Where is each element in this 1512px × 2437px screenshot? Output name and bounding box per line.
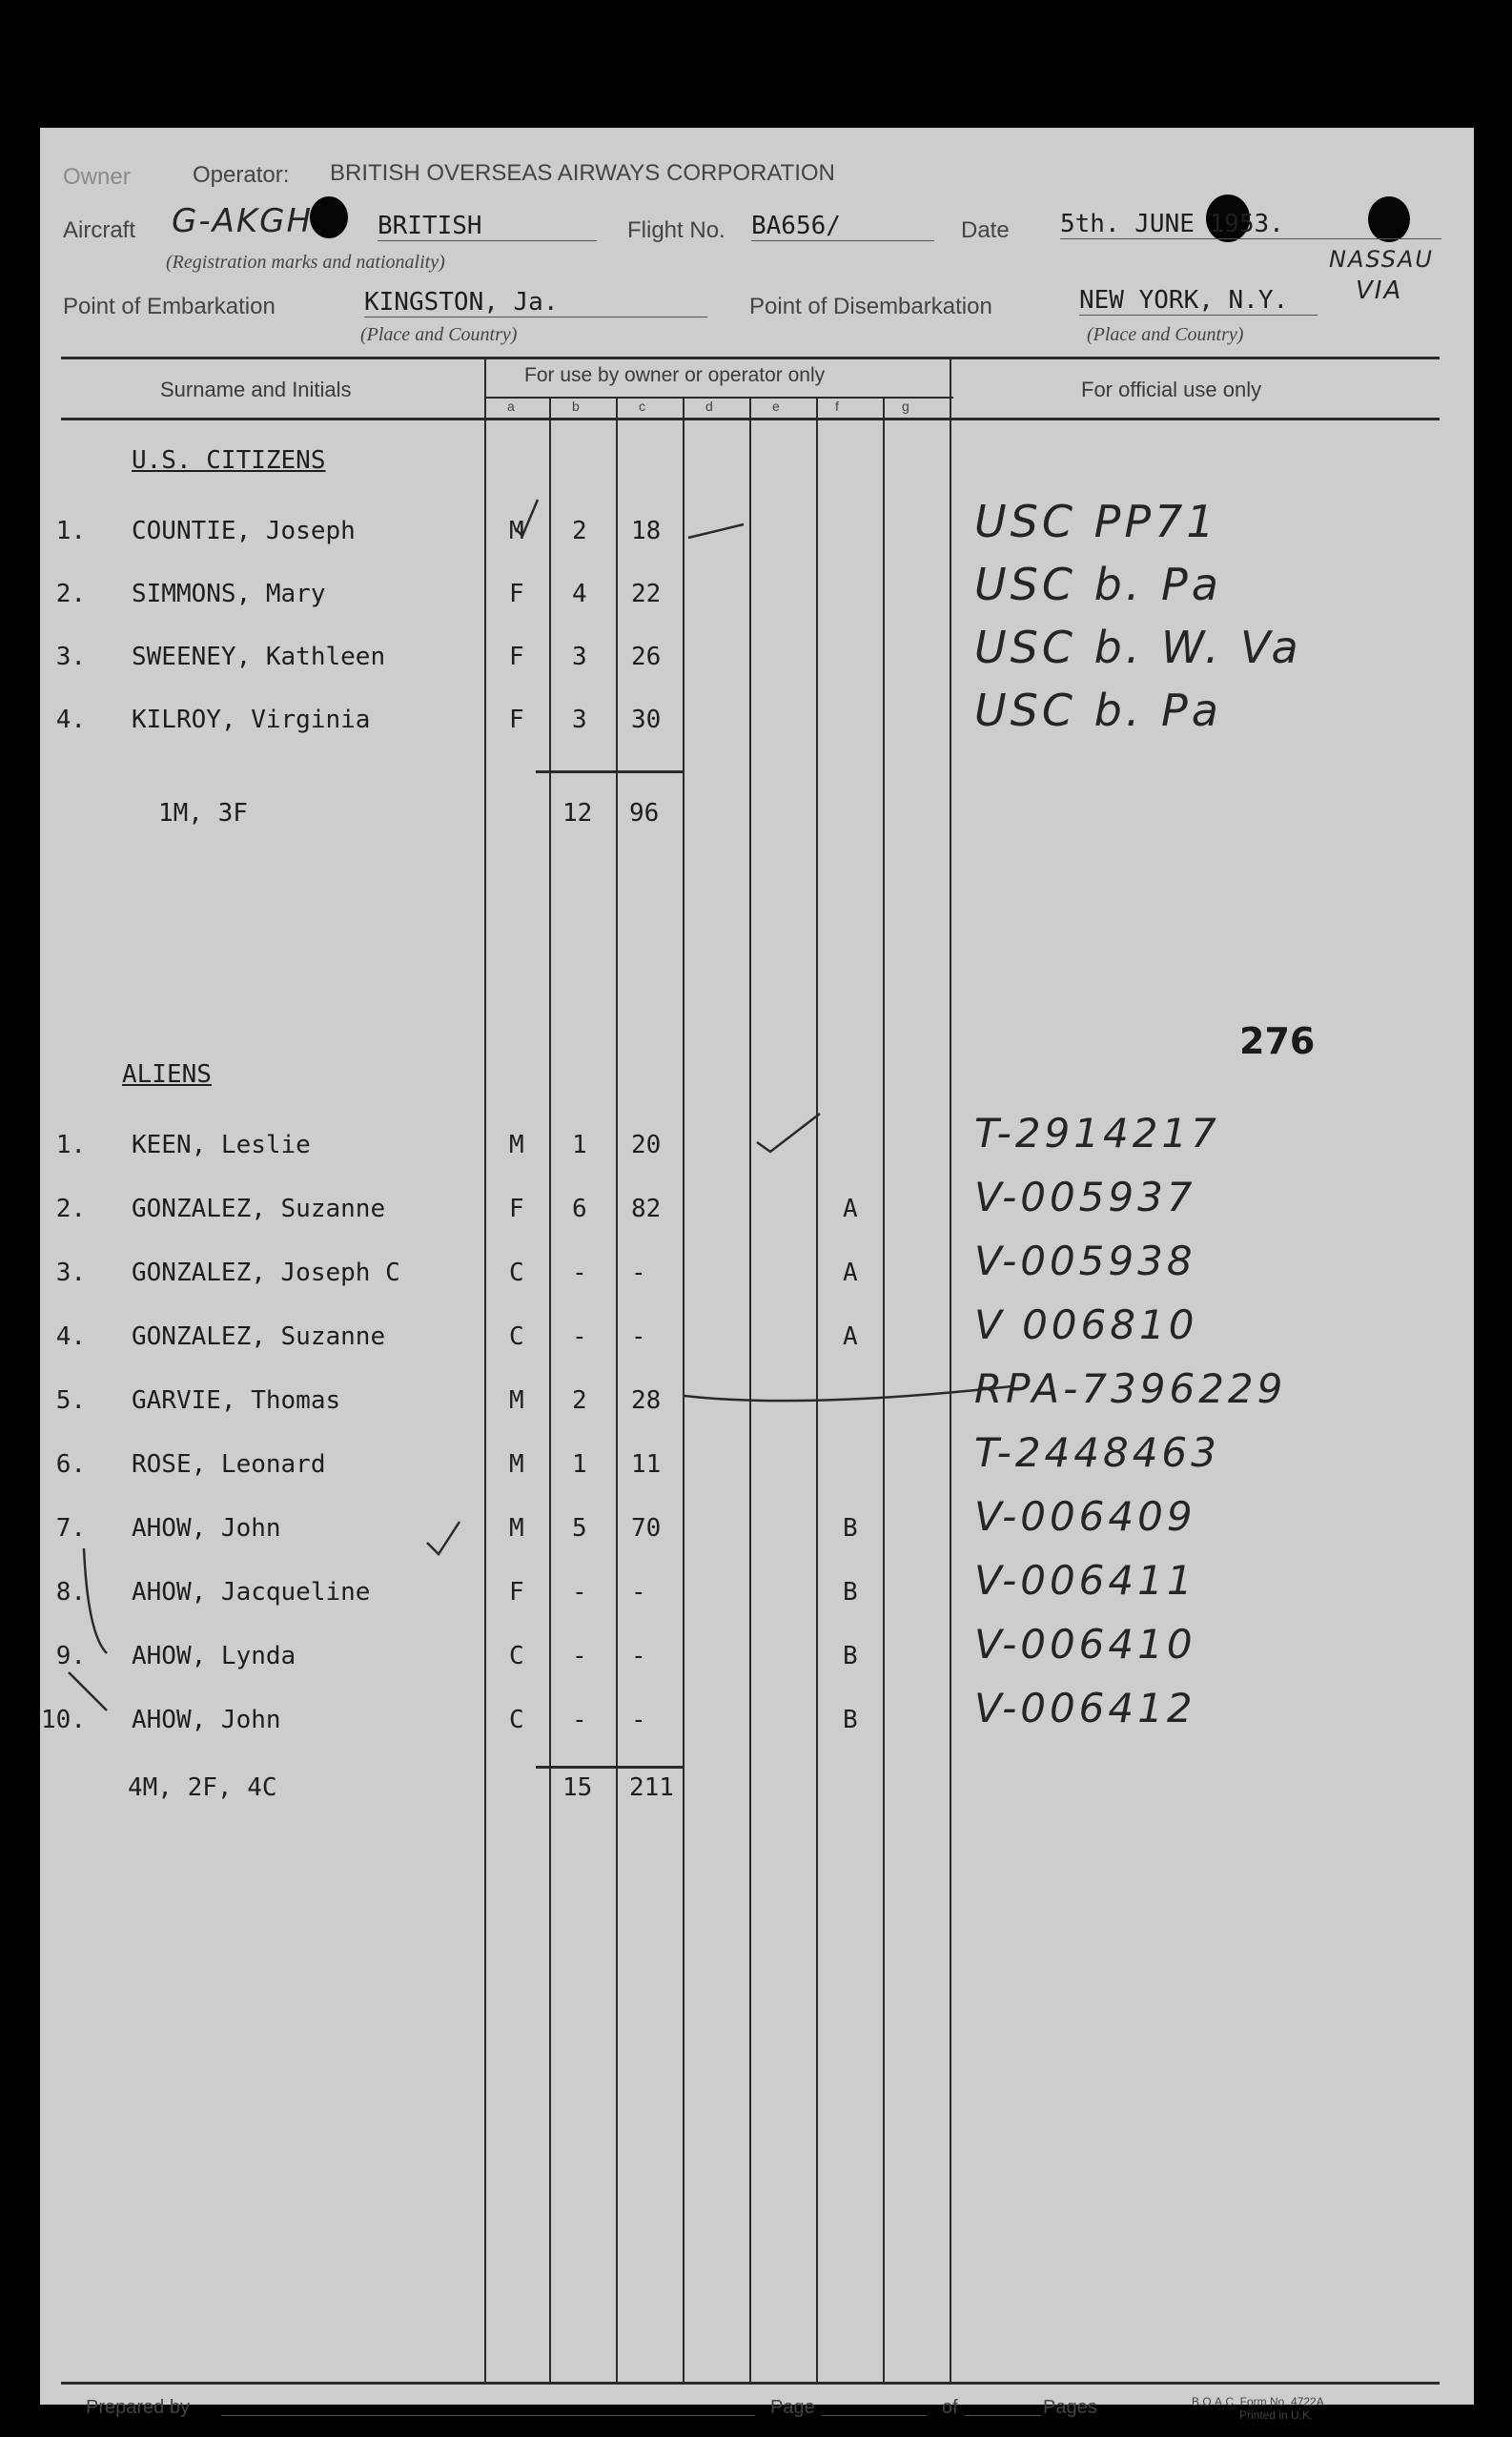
row-number: 3. [55, 1259, 86, 1287]
col-a-sex: M [509, 1514, 524, 1543]
operator-label: Operator: [193, 162, 290, 188]
manifest-sheet [40, 128, 1474, 2422]
col-c-value: 82 [631, 1195, 662, 1223]
col-b-value: - [572, 1706, 587, 1734]
col-c-value: 11 [631, 1450, 662, 1479]
row-number: 8. [55, 1578, 86, 1607]
col-a-sex: F [509, 1195, 524, 1223]
subcol-c: c [639, 399, 645, 414]
col-b-value: - [572, 1322, 587, 1351]
us-total-c: 96 [629, 799, 660, 828]
passenger-name: SWEENEY, Kathleen [132, 643, 386, 671]
col-c-value: - [631, 1259, 646, 1287]
official-use-header: For official use only [1081, 378, 1262, 401]
disembark-caption: (Place and Country) [1087, 324, 1244, 345]
row-number: 1. [55, 517, 86, 545]
official-note: USC b. W. Va [974, 622, 1302, 673]
row-number: 7. [55, 1514, 86, 1543]
passenger-name: ROSE, Leonard [132, 1450, 326, 1479]
col-c-value: 28 [631, 1386, 662, 1415]
official-note: USC PP71 [974, 496, 1218, 547]
tick-mark [515, 500, 538, 536]
passenger-name: AHOW, Lynda [132, 1642, 296, 1670]
col-a-sex: F [509, 580, 524, 608]
col-c-value: - [631, 1642, 646, 1670]
official-note: USC b. Pa [974, 685, 1222, 736]
official-note: V-005937 [974, 1174, 1196, 1220]
col-a-sex: M [509, 1450, 524, 1479]
col-b-value: 2 [572, 1386, 587, 1415]
passenger-name: GONZALEZ, Joseph C [132, 1259, 400, 1287]
aliens-title: ALIENS [122, 1060, 212, 1089]
via-note: VIA [1356, 276, 1403, 305]
row-number: 3. [55, 643, 86, 671]
stamp-number: 276 [1239, 1020, 1316, 1062]
official-note: V-006412 [974, 1685, 1196, 1731]
row-number: 4. [55, 1322, 86, 1351]
col-a-sex: C [509, 1259, 524, 1287]
embark-label: Point of Embarkation [63, 294, 276, 319]
official-note: V-006411 [974, 1557, 1196, 1604]
col-f-value: A [843, 1322, 858, 1351]
col-c-value: 22 [631, 580, 662, 608]
col-b-value: 1 [572, 1131, 587, 1159]
row-number: 9. [55, 1642, 86, 1670]
col-c-value: - [631, 1578, 646, 1607]
embark-caption: (Place and Country) [360, 324, 518, 345]
passenger-name: AHOW, John [132, 1514, 281, 1543]
connector-line [684, 1386, 1012, 1401]
owner-use-header: For use by owner or operator only [524, 364, 826, 386]
official-note: RPA-7396229 [974, 1365, 1287, 1412]
disembark-value: NEW YORK, N.Y. [1079, 286, 1318, 316]
alien-total-c: 211 [629, 1773, 674, 1802]
official-note: T-2914217 [974, 1110, 1220, 1157]
subcol-a: a [507, 399, 515, 414]
row-number: 2. [55, 1195, 86, 1223]
col-f-value: A [843, 1195, 858, 1223]
row-number: 1. [55, 1131, 86, 1159]
col-a-sex: C [509, 1322, 524, 1351]
col-a-sex: F [509, 643, 524, 671]
footer-rule [61, 2382, 1440, 2385]
nationality-value: BRITISH [378, 212, 597, 241]
official-note: V-005938 [974, 1238, 1196, 1284]
passenger-name: GONZALEZ, Suzanne [132, 1195, 386, 1223]
col-b-value: 3 [572, 643, 587, 671]
page-label: Page [770, 2397, 815, 2418]
us-citizens-title: U.S. CITIZENS [132, 446, 326, 475]
subcol-e: e [772, 399, 780, 414]
passenger-name: GARVIE, Thomas [132, 1386, 341, 1415]
passenger-name: GONZALEZ, Suzanne [132, 1322, 386, 1351]
alien-summary: 4M, 2F, 4C [128, 1773, 277, 1802]
operator-value: BRITISH OVERSEAS AIRWAYS CORPORATION [330, 160, 835, 186]
col-a-sex: M [509, 1131, 524, 1159]
official-note: USC b. Pa [974, 559, 1222, 610]
passenger-name: COUNTIE, Joseph [132, 517, 356, 545]
col-b-value: 4 [572, 580, 587, 608]
nassau-note: NASSAU [1329, 246, 1434, 273]
owner-label: Owner [63, 164, 131, 190]
col-a-sex: F [509, 706, 524, 734]
printed-in: Printed in U.K. [1239, 2408, 1314, 2422]
col-a-sex: C [509, 1706, 524, 1734]
tick-mark [757, 1114, 820, 1152]
subcol-d: d [705, 399, 713, 414]
passenger-name: AHOW, Jacqueline [132, 1578, 371, 1607]
passenger-name: SIMMONS, Mary [132, 580, 326, 608]
disembark-label: Point of Disembarkation [749, 294, 992, 319]
passenger-name: KILROY, Virginia [132, 706, 371, 734]
col-b-value: - [572, 1578, 587, 1607]
row-number: 2. [55, 580, 86, 608]
official-note: V-006410 [974, 1621, 1196, 1668]
subcol-f: f [835, 399, 839, 414]
col-a-sex: M [509, 517, 524, 545]
subcol-g: g [902, 399, 909, 414]
pen-marks [40, 128, 1474, 2405]
col-b-value: 5 [572, 1514, 587, 1543]
col-c-value: 26 [631, 643, 662, 671]
us-total-b: 12 [562, 799, 593, 828]
page-line [822, 2414, 927, 2416]
flight-value: BA656/ [751, 212, 934, 241]
surname-col-header: Surname and Initials [160, 378, 352, 401]
col-a-sex: C [509, 1642, 524, 1670]
col-a-sex: F [509, 1578, 524, 1607]
col-c-value: - [631, 1322, 646, 1351]
flight-label: Flight No. [627, 217, 725, 243]
form-number: B.O.A.C. Form No. 4722A [1192, 2395, 1324, 2408]
row-number: 6. [55, 1450, 86, 1479]
date-label: Date [961, 217, 1010, 243]
embark-value: KINGSTON, Ja. [364, 288, 707, 317]
alien-total-b: 15 [562, 1773, 593, 1802]
col-f-value: B [843, 1514, 858, 1543]
prepared-by-label: Prepared by [86, 2397, 190, 2418]
col-a-sex: M [509, 1386, 524, 1415]
col-c-value: 30 [631, 706, 662, 734]
registration-caption: (Registration marks and nationality) [166, 252, 445, 273]
row-number: 4. [55, 706, 86, 734]
official-note: V 006810 [974, 1301, 1198, 1348]
col-f-value: A [843, 1259, 858, 1287]
of-label: of [942, 2397, 958, 2418]
passenger-name: AHOW, John [132, 1706, 281, 1734]
col-b-value: - [572, 1642, 587, 1670]
col-c-value: 18 [631, 517, 662, 545]
col-c-value: - [631, 1706, 646, 1734]
of-line [965, 2414, 1041, 2416]
official-note: V-006409 [974, 1493, 1196, 1540]
passenger-name: KEEN, Leslie [132, 1131, 311, 1159]
us-summary: 1M, 3F [158, 799, 248, 828]
official-note: T-2448463 [974, 1429, 1220, 1476]
col-b-value: - [572, 1259, 587, 1287]
prepared-by-line [221, 2414, 755, 2416]
date-value: 5th. JUNE 1953. [1060, 210, 1441, 239]
col-f-value: B [843, 1578, 858, 1607]
col-b-value: 1 [572, 1450, 587, 1479]
row-number: 10. [41, 1706, 86, 1734]
col-f-value: B [843, 1706, 858, 1734]
row-number: 5. [55, 1386, 86, 1415]
col-b-value: 3 [572, 706, 587, 734]
bracket-mark [69, 1548, 107, 1710]
tick-mark [688, 524, 744, 538]
aircraft-label: Aircraft [63, 217, 136, 243]
col-b-value: 6 [572, 1195, 587, 1223]
pages-label: Pages [1043, 2397, 1097, 2418]
col-b-value: 2 [572, 517, 587, 545]
subcol-b: b [572, 399, 580, 414]
tick-mark [427, 1522, 460, 1554]
registration-value: G-AKGH [172, 202, 314, 240]
col-c-value: 20 [631, 1131, 662, 1159]
col-c-value: 70 [631, 1514, 662, 1543]
col-f-value: B [843, 1642, 858, 1670]
